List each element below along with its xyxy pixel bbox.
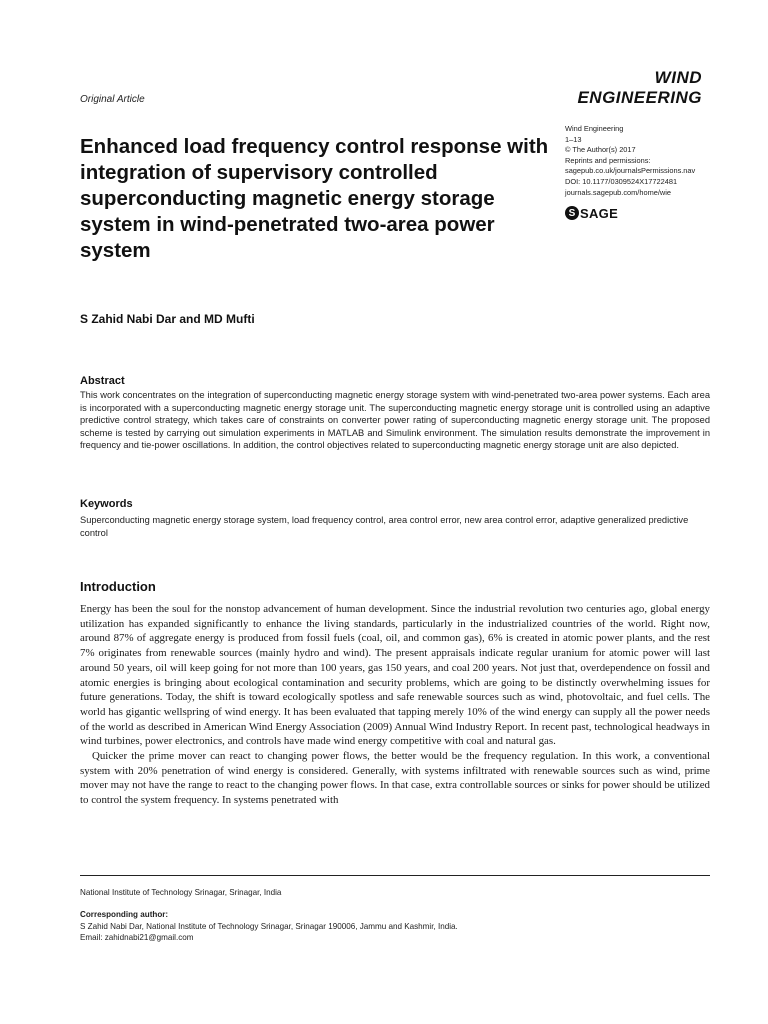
introduction-body bbox=[80, 602, 710, 808]
article-type: Original Article bbox=[80, 94, 145, 105]
meta-copyright: © The Author(s) 2017 bbox=[565, 145, 636, 155]
journal-logo-line-2: ENGINEERING bbox=[577, 88, 702, 107]
abstract-text: This work concentrates on the integration of superconducting magnetic energy storage system with wind-penetrated two-area power systems. Each area is incorporated with a superconducting magnetic energy storage unit. The superconducting magnetic energy storage unit is controlled using an adaptive predictive control strategy, which takes care of constraints on converter power rating of superconducting magnetic energy storage unit. The proposed scheme is tested by carrying out simulation experiments in MATLAB and Simulink environment. The simulation results demonstrate the improvement in frequency and tie-power oscillations. In addition, the control objectives related to superconducting magnetic energy storage unit are also depicted. bbox=[80, 390, 710, 451]
meta-journal: Wind Engineering bbox=[565, 124, 624, 133]
introduction-paragraph: Energy has been the soul for the nonstop advancement of human development. Since the industrial revolution two centuries ago, global energy utilization has expanded significantly to enhance the living standards, particularly in the industrialized countries of the world. Right now, around 87% of aggregate energy is produced from fossil fuels (coal, oil, and common gas), 6% is created in atomic power plants, and the rest 7% originates from renewable sources (mainly hydro and wind). The present appraisals indicate regular uranium for atomic power will last around 50 years, oil will keep going for not more than 100 years, gas 150 years, and coal 200 years. Not just that, overdependence on fossil and atomic energies is bringing about ecological contamination and security problems, which are going to be distinctly overwhelming issues for future generations. Today, the shift is toward ecologically spotless and safe renewable sources such as wind, photovoltaic, and fuel cells. The world has gigantic wellspring of wind energy. It has been evaluated that tapping merely 10% of the wind energy can supply all the power needs of the world as described in American Wind Energy Association (2009) Annual Wind Industry Report. In recent past, technological headways in wind turbines, power electronics, and controls have made wind energy competitive with coal and natural gas. bbox=[80, 603, 710, 748]
journal-logo bbox=[577, 68, 702, 108]
keywords-text: Superconducting magnetic energy storage system, load frequency control, area control error, new area control error, adaptive generalized predictive control bbox=[80, 515, 689, 538]
journal-logo-line-1: WIND bbox=[654, 68, 702, 87]
publisher-logo-icon: S bbox=[565, 206, 579, 220]
meta-reprints-link[interactable]: sagepub.co.uk/journalsPermissions.nav bbox=[565, 166, 696, 176]
authors: S Zahid Nabi Dar and MD Mufti bbox=[80, 312, 255, 326]
abstract-heading: Abstract bbox=[80, 375, 125, 387]
corresponding-author-text: S Zahid Nabi Dar, National Institute of Technology Srinagar, Srinagar 190006, Jammu and Kashmir, India. bbox=[80, 921, 458, 931]
meta-reprints: Reprints and permissions: bbox=[565, 155, 651, 165]
publisher-name: SAGE bbox=[580, 205, 619, 221]
corresponding-author bbox=[80, 909, 710, 944]
article-meta bbox=[565, 124, 735, 198]
footnote-divider bbox=[80, 875, 710, 876]
meta-doi[interactable]: DOI: 10.1177/0309524X17722481 bbox=[565, 176, 678, 186]
keywords-heading: Keywords bbox=[80, 498, 133, 510]
article-title: Enhanced load frequency control response with integration of supervisory controlled superconducting magnetic energy storage system in wind-penetrated two-area power system bbox=[80, 135, 549, 262]
corresponding-author-email[interactable]: Email: zahidnabi21@gmail.com bbox=[80, 933, 194, 942]
introduction-paragraph: Quicker the prime mover can react to changing power flows, the better would be the frequency regulation. In this work, a conventional system with 20% penetration of wind energy is considered. Generally, with systems infiltrated with renewable sources such as wind, prime mover may not have the range to react to the changing power flows. In that case, extra controllable sources or sinks for power should be utilized to control the system frequency. In systems penetrated with bbox=[80, 750, 710, 807]
introduction-heading: Introduction bbox=[80, 579, 156, 594]
meta-pages: 1–13 bbox=[565, 134, 582, 144]
meta-journal-link[interactable]: journals.sagepub.com/home/wie bbox=[565, 187, 671, 197]
corresponding-author-heading: Corresponding author: bbox=[80, 910, 169, 919]
publisher-logo bbox=[565, 204, 618, 222]
affiliation: National Institute of Technology Srinagar, Srinagar, India bbox=[80, 888, 282, 897]
